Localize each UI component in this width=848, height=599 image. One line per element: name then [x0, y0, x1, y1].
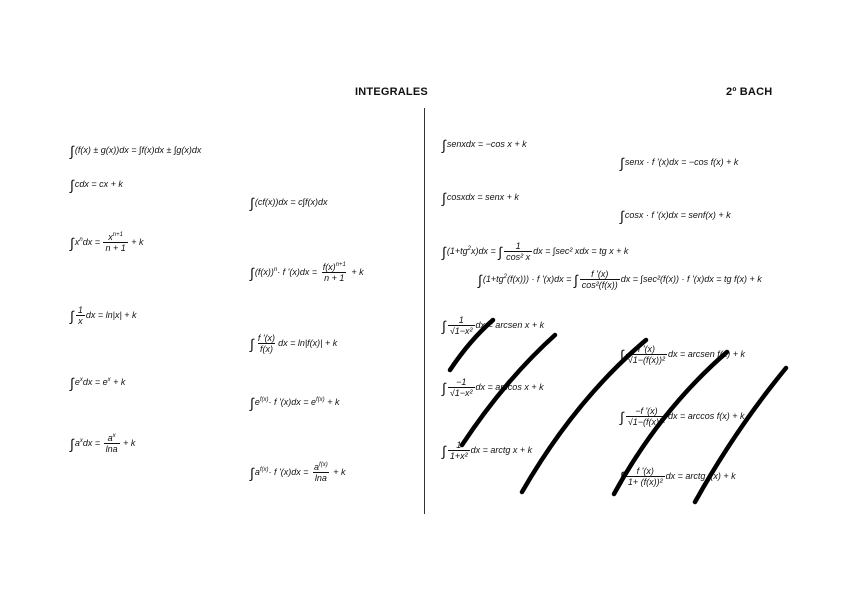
formula-constant: ∫cdx = cx + k: [70, 177, 123, 193]
formula-power: $\int x^ndx$ = $\frac{x^{n+1}}{n + 1}$ + k: [70, 232, 144, 254]
formula-power-composite: $\int(f(x))^n\cdot f$ '(x)dx = $\frac{f(x)^{n+1}}{n + 1}$ + k: [250, 262, 364, 284]
formula-arccos: ∫ $\frac{-1}{\text{√1−x²}}$ dx = arccos x + k: [442, 377, 544, 399]
formula-log-composite: ∫ $\frac{f '(x)}{f(x)}$ dx = ln|f(x)| + k: [250, 333, 338, 355]
formula-cos-composite: ∫cosx · f '(x)dx = senf(x) + k: [620, 208, 731, 224]
formula-arccos-composite: ∫ $\frac{-f '(x)}{\text{√1−(f(x))²}}$ dx = arccos f(x) + k: [620, 406, 745, 428]
stroke-2: [462, 335, 555, 445]
formula-sin: ∫senxdx = −cos x + k: [442, 137, 527, 153]
formula-sum-rule: ∫(f(x) ± g(x))dx = ∫f(x)dx ± ∫g(x)dx: [70, 143, 202, 159]
formula-exp-composite: $\int e^{f(x)}\cdot f$ '$(x)dx = e^{f(x)} + k$: [250, 395, 340, 411]
stroke-5: [695, 368, 786, 502]
formula-tan: $\int(1+tg^2x)dx$ = ∫ $\frac{1}{\text{cos² x}}$ dx = ∫sec² xdx = tg x + k: [442, 241, 629, 263]
stroke-1: [450, 320, 493, 370]
formula-exp-base-a: $\int a^xdx$ = $\frac{a^x}{\ln a}$ + k: [70, 433, 136, 455]
page-title: INTEGRALES: [355, 86, 428, 98]
formula-sin-composite: ∫senx · f '(x)dx = −cos f(x) + k: [620, 155, 739, 171]
formula-exp-base-a-composite: $\int a^{f(x)}\cdot f$ '(x)dx = $\frac{a^{f(x)}}{\ln a}$ + k: [250, 462, 346, 484]
formula-arctan: ∫ $\frac{1}{\text{1+x²}}$ dx = arctg x + k: [442, 440, 533, 462]
formula-constant-multiple: ∫(cf(x))dx = c∫f(x)dx: [250, 195, 328, 211]
formula-cos: ∫cosxdx = senx + k: [442, 190, 519, 206]
formula-arcsin: ∫ $\frac{1}{\text{√1−x²}}$ dx = arcsen x + k: [442, 315, 545, 337]
formula-log: ∫ $\frac{1}{x}$ dx = ln|x| + k: [70, 305, 137, 327]
formula-arcsin-composite: ∫ $\frac{f '(x)}{\text{√1−(f(x))²}}$ dx = arcsen f(x) + k: [620, 344, 746, 366]
formula-tan-composite: $\int(1+tg^2(f(x))) \cdot f$ '(x)dx = ∫ $\frac{f '(x)}{\text{cos²(f(x))}}$ dx = ∫sec²(f(x)) · f '(x)dx = tg f(x) + k: [478, 269, 762, 291]
course-level: 2º BACH: [726, 86, 773, 98]
formula-exp: $\int e^xdx = e^x + k$: [70, 375, 126, 391]
formula-arctan-composite: ∫ $\frac{f '(x)}{\text{1+ (f(x))²}}$ dx = arctg f(x) + k: [620, 466, 736, 488]
